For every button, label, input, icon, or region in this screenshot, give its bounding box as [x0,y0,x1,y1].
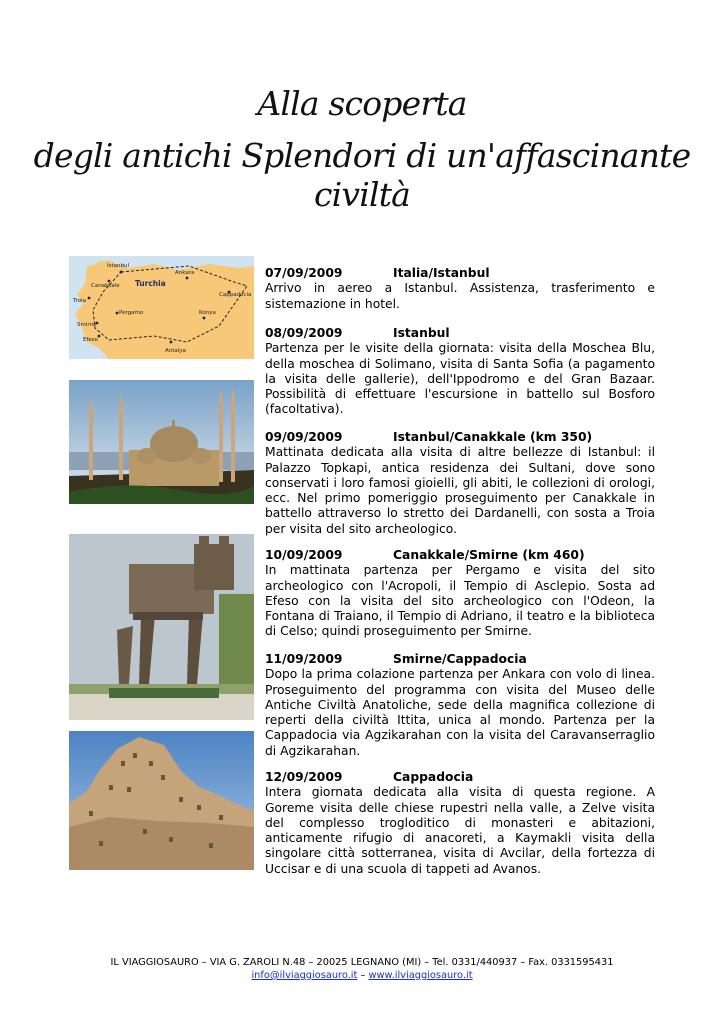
itinerary-date: 10/09/2009 [265,548,343,562]
itinerary-date: 07/09/2009 [265,266,343,280]
itinerary-description: Mattinata dedicata alla visita di altre bellezze di Istanbul: il Palazzo Topkapi, antica residenza dei Sultani, dove sono conservati i loro famosi gioielli, gli abiti, le collezioni di orologi, ecc. Nel primo pomeriggio proseguimento per Canakkale in battello attraverso lo stretto dei Dardanelli, con sosta a Troia per visita del sito archeologico. [265,445,655,536]
page-title-line-2: degli antichi Splendori di un'affascinante civiltà [33,136,691,214]
svg-text:Canakkale: Canakkale [91,283,120,289]
svg-text:Cappadocia: Cappadocia [219,292,252,298]
svg-text:Smirne: Smirne [77,322,97,328]
svg-text:Istanbul: Istanbul [107,263,130,269]
itinerary-place: Cappadocia [393,770,474,784]
itinerary-day [265,266,655,312]
website-link[interactable]: www.ilviaggiosauro.it [368,970,473,981]
itinerary-date: 12/09/2009 [265,770,343,784]
itinerary-day [265,770,655,877]
itinerary-description: In mattinata partenza per Pergamo e visita del sito archeologico con l'Acropoli, il Tempio di Asclepio. Sosta ad Efeso con la visita del sito archeologico con l'Odeon, la Fontana di Traiano, il Tempio di Adriano, il teatro e la biblioteca di Celso; quindi proseguimento per Smirne. [265,563,655,639]
cappadocia-image [69,731,254,870]
itinerary-day [265,652,655,759]
itinerary-description: Dopo la prima colazione partenza per Ankara con volo di linea. Proseguimento del programma con visita del Museo delle Antiche Civiltà Anatoliche, sede della magnifica collezione di reperti della civiltà Ittita, unica al mondo. Partenza per la Cappadocia via Agzikarahan con la visita del Caravanserraglio di Agzikarahan. [265,667,655,758]
itinerary-day-header [265,430,655,445]
itinerary-place: Istanbul/Canakkale (km 350) [393,430,593,444]
email-link[interactable]: info@ilviaggiosauro.it [251,970,358,981]
page-title-line-1: Alla scoperta [257,84,467,123]
itinerary-description: Partenza per le visite della giornata: visita della Moschea Blu, della moschea di Solimano, visita di Santa Sofia (a pagamento la visita delle gallerie), dell'Ippodromo e del Gran Bazaar. Possibilità di effettuare l'escursione in battello sul Bosforo (facoltativa). [265,341,655,417]
itinerary-day [265,326,655,418]
turkey-map-image [69,256,254,359]
itinerary-description: Arrivo in aereo a Istanbul. Assistenza, trasferimento e sistemazione in hotel. [265,281,655,311]
itinerary-day-header [265,326,655,341]
svg-text:Konya: Konya [199,310,216,316]
svg-text:Ankara: Ankara [175,270,195,276]
itinerary-day-header [265,266,655,281]
footer-separator: – [360,970,366,981]
itinerary-date: 11/09/2009 [265,652,343,666]
itinerary-place: Canakkale/Smirne (km 460) [393,548,585,562]
footer-address: IL VIAGGIOSAURO – VIA G. ZAROLI N.48 – 20025 LEGNANO (MI) – Tel. 0331/440937 – Fax. 0331595431 [110,957,614,968]
itinerary-place: Italia/Istanbul [393,266,490,280]
footer-contacts [0,969,724,982]
itinerary-date: 09/09/2009 [265,430,343,444]
itinerary-day [265,430,655,537]
itinerary-place: Istanbul [393,326,450,340]
itinerary-description: Intera giornata dedicata alla visita di questa regione. A Goreme visita delle chiese rupestri nella valle, a Zelve visita del complesso trogloditico di monasteri e abitazioni, anticamente rifugio di anacoreti, a Kaymakli visita della singolare città sotterranea, visita di Avcilar, della fortezza di Uccisar e di una scuola di tappeti ad Avanos. [265,785,655,876]
svg-text:Pergamo: Pergamo [119,310,144,316]
svg-text:Troia: Troia [73,298,86,304]
svg-text:Antalya: Antalya [165,348,186,354]
itinerary-day [265,548,655,640]
blue-mosque-image [69,380,254,504]
trojan-horse-image [69,534,254,720]
map-country-label: Turchia [135,279,166,288]
svg-text:Efeso: Efeso [83,337,99,343]
itinerary-day-header [265,652,655,667]
itinerary-date: 08/09/2009 [265,326,343,340]
itinerary-day-header [265,770,655,785]
itinerary-place: Smirne/Cappadocia [393,652,527,666]
itinerary-day-header [265,548,655,563]
